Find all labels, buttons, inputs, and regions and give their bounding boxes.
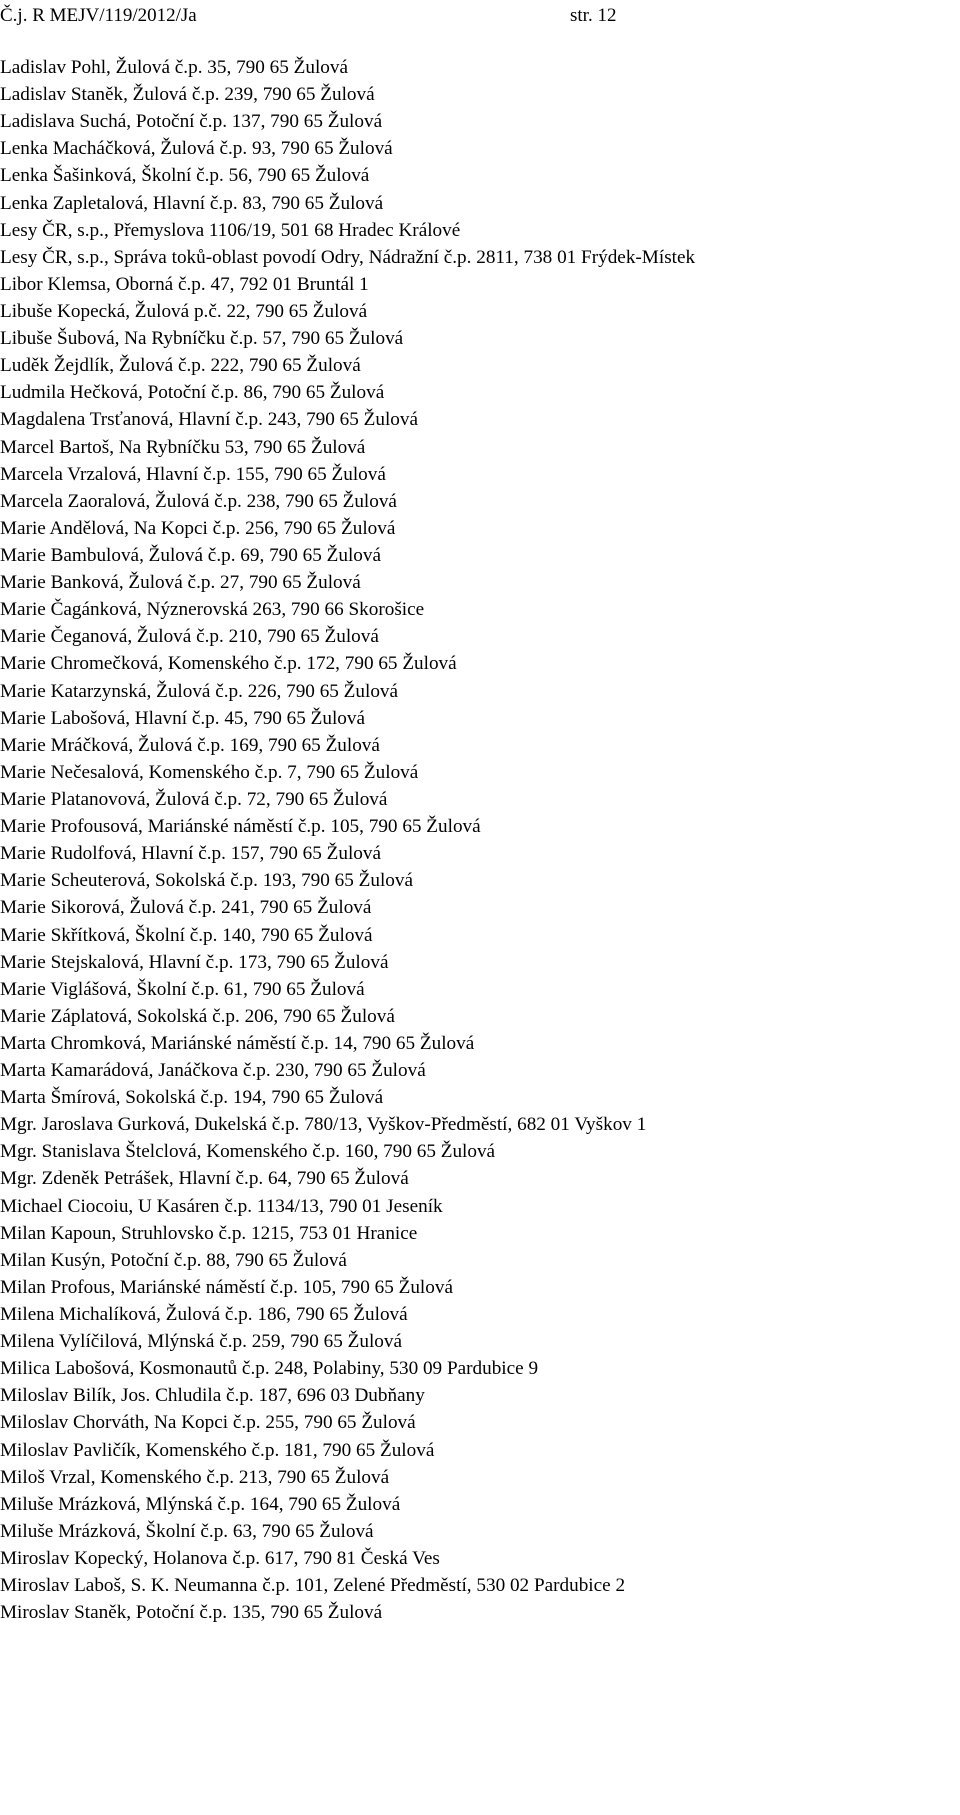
address-entry: Miluše Mrázková, Mlýnská č.p. 164, 790 65 Žulová bbox=[0, 1493, 401, 1515]
address-entry: Marie Andělová, Na Kopci č.p. 256, 790 65 Žulová bbox=[0, 517, 396, 539]
address-entry: Miroslav Laboš, S. K. Neumanna č.p. 101, Zelené Předměstí, 530 02 Pardubice 2 bbox=[0, 1575, 626, 1597]
address-entry: Miroslav Kopecký, Holanova č.p. 617, 790 81 Česká Ves bbox=[0, 1548, 440, 1570]
address-entry: Miloslav Pavličík, Komenského č.p. 181, 790 65 Žulová bbox=[0, 1439, 435, 1461]
address-entry: Marie Čagánková, Nýznerovská 263, 790 66 Skorošice bbox=[0, 599, 425, 621]
address-entry: Marie Rudolfová, Hlavní č.p. 157, 790 65 Žulová bbox=[0, 843, 382, 865]
page-number: str. 12 bbox=[570, 5, 617, 26]
address-entry: Marcel Bartoš, Na Rybníčku 53, 790 65 Žulová bbox=[0, 436, 366, 458]
address-entry: Michael Ciocoiu, U Kasáren č.p. 1134/13, 790 01 Jeseník bbox=[0, 1195, 443, 1217]
address-entry: Miloslav Chorváth, Na Kopci č.p. 255, 790 65 Žulová bbox=[0, 1412, 416, 1434]
address-entry: Miluše Mrázková, Školní č.p. 63, 790 65 Žulová bbox=[0, 1520, 374, 1542]
address-list bbox=[0, 54, 960, 1626]
address-entry: Milica Labošová, Kosmonautů č.p. 248, Polabiny, 530 09 Pardubice 9 bbox=[0, 1358, 539, 1380]
address-entry: Marie Mráčková, Žulová č.p. 169, 790 65 Žulová bbox=[0, 734, 380, 756]
address-entry: Lesy ČR, s.p., Přemyslova 1106/19, 501 68 Hradec Králové bbox=[0, 219, 461, 241]
address-entry: Libor Klemsa, Oborná č.p. 47, 792 01 Bruntál 1 bbox=[0, 273, 369, 295]
document-reference: Č.j. R MEJV/119/2012/Ja bbox=[0, 5, 197, 26]
address-entry: Marie Labošová, Hlavní č.p. 45, 790 65 Žulová bbox=[0, 707, 366, 729]
address-entry: Lesy ČR, s.p., Správa toků-oblast povodí Odry, Nádražní č.p. 2811, 738 01 Frýdek-Místek bbox=[0, 246, 696, 268]
address-entry: Mgr. Stanislava Štelclová, Komenského č.p. 160, 790 65 Žulová bbox=[0, 1141, 496, 1163]
address-entry: Marcela Zaoralová, Žulová č.p. 238, 790 65 Žulová bbox=[0, 490, 397, 512]
address-entry: Ladislava Suchá, Potoční č.p. 137, 790 65 Žulová bbox=[0, 111, 383, 133]
address-entry: Libuše Kopecká, Žulová p.č. 22, 790 65 Žulová bbox=[0, 300, 368, 322]
address-entry: Lenka Zapletalová, Hlavní č.p. 83, 790 65 Žulová bbox=[0, 192, 384, 214]
address-entry: Marie Bambulová, Žulová č.p. 69, 790 65 Žulová bbox=[0, 544, 382, 566]
address-entry: Marie Scheuterová, Sokolská č.p. 193, 790 65 Žulová bbox=[0, 870, 413, 892]
address-entry: Lenka Macháčková, Žulová č.p. 93, 790 65 Žulová bbox=[0, 138, 393, 160]
address-entry: Mgr. Jaroslava Gurková, Dukelská č.p. 780/13, Vyškov-Předměstí, 682 01 Vyškov 1 bbox=[0, 1114, 647, 1136]
address-entry: Marie Chromečková, Komenského č.p. 172, 790 65 Žulová bbox=[0, 653, 457, 675]
address-entry: Marie Platanovová, Žulová č.p. 72, 790 65 Žulová bbox=[0, 788, 388, 810]
address-entry: Lenka Šašinková, Školní č.p. 56, 790 65 Žulová bbox=[0, 165, 370, 187]
address-entry: Marta Chromková, Mariánské náměstí č.p. 14, 790 65 Žulová bbox=[0, 1032, 475, 1054]
address-entry: Milena Vylíčilová, Mlýnská č.p. 259, 790 65 Žulová bbox=[0, 1331, 402, 1353]
page-header bbox=[0, 2, 960, 30]
address-entry: Luděk Žejdlík, Žulová č.p. 222, 790 65 Žulová bbox=[0, 355, 361, 377]
address-entry: Marie Záplatová, Sokolská č.p. 206, 790 65 Žulová bbox=[0, 1005, 395, 1027]
address-entry: Marie Profousová, Mariánské náměstí č.p. 105, 790 65 Žulová bbox=[0, 816, 481, 838]
address-entry: Ludmila Hečková, Potoční č.p. 86, 790 65 Žulová bbox=[0, 382, 385, 404]
address-entry: Mgr. Zdeněk Petrášek, Hlavní č.p. 64, 790 65 Žulová bbox=[0, 1168, 409, 1190]
address-entry: Marie Banková, Žulová č.p. 27, 790 65 Žulová bbox=[0, 572, 361, 594]
address-entry: Marie Nečesalová, Komenského č.p. 7, 790 65 Žulová bbox=[0, 761, 419, 783]
address-entry: Miloš Vrzal, Komenského č.p. 213, 790 65 Žulová bbox=[0, 1466, 390, 1488]
address-entry: Marie Skřítková, Školní č.p. 140, 790 65 Žulová bbox=[0, 924, 373, 946]
address-entry: Marie Sikorová, Žulová č.p. 241, 790 65 Žulová bbox=[0, 897, 372, 919]
address-entry: Milan Kusýn, Potoční č.p. 88, 790 65 Žulová bbox=[0, 1249, 347, 1271]
address-entry: Milan Profous, Mariánské náměstí č.p. 105, 790 65 Žulová bbox=[0, 1276, 453, 1298]
address-entry: Milan Kapoun, Struhlovsko č.p. 1215, 753 01 Hranice bbox=[0, 1222, 418, 1244]
address-entry: Marie Čeganová, Žulová č.p. 210, 790 65 Žulová bbox=[0, 626, 379, 648]
address-entry: Ladislav Staněk, Žulová č.p. 239, 790 65 Žulová bbox=[0, 84, 375, 106]
address-entry: Marcela Vrzalová, Hlavní č.p. 155, 790 65 Žulová bbox=[0, 463, 386, 485]
address-entry: Marie Stejskalová, Hlavní č.p. 173, 790 65 Žulová bbox=[0, 951, 389, 973]
address-entry: Miroslav Staněk, Potoční č.p. 135, 790 65 Žulová bbox=[0, 1602, 383, 1624]
address-entry: Miloslav Bilík, Jos. Chludila č.p. 187, 696 03 Dubňany bbox=[0, 1385, 425, 1407]
address-entry: Marie Viglášová, Školní č.p. 61, 790 65 Žulová bbox=[0, 978, 365, 1000]
address-entry: Milena Michalíková, Žulová č.p. 186, 790 65 Žulová bbox=[0, 1304, 408, 1326]
address-entry: Marie Katarzynská, Žulová č.p. 226, 790 65 Žulová bbox=[0, 680, 399, 702]
address-entry: Libuše Šubová, Na Rybníčku č.p. 57, 790 65 Žulová bbox=[0, 328, 404, 350]
address-entry: Magdalena Trsťanová, Hlavní č.p. 243, 790 65 Žulová bbox=[0, 409, 419, 431]
address-entry: Ladislav Pohl, Žulová č.p. 35, 790 65 Žulová bbox=[0, 57, 348, 78]
address-entry: Marta Kamarádová, Janáčkova č.p. 230, 790 65 Žulová bbox=[0, 1060, 426, 1082]
address-entry: Marta Šmírová, Sokolská č.p. 194, 790 65 Žulová bbox=[0, 1087, 384, 1109]
